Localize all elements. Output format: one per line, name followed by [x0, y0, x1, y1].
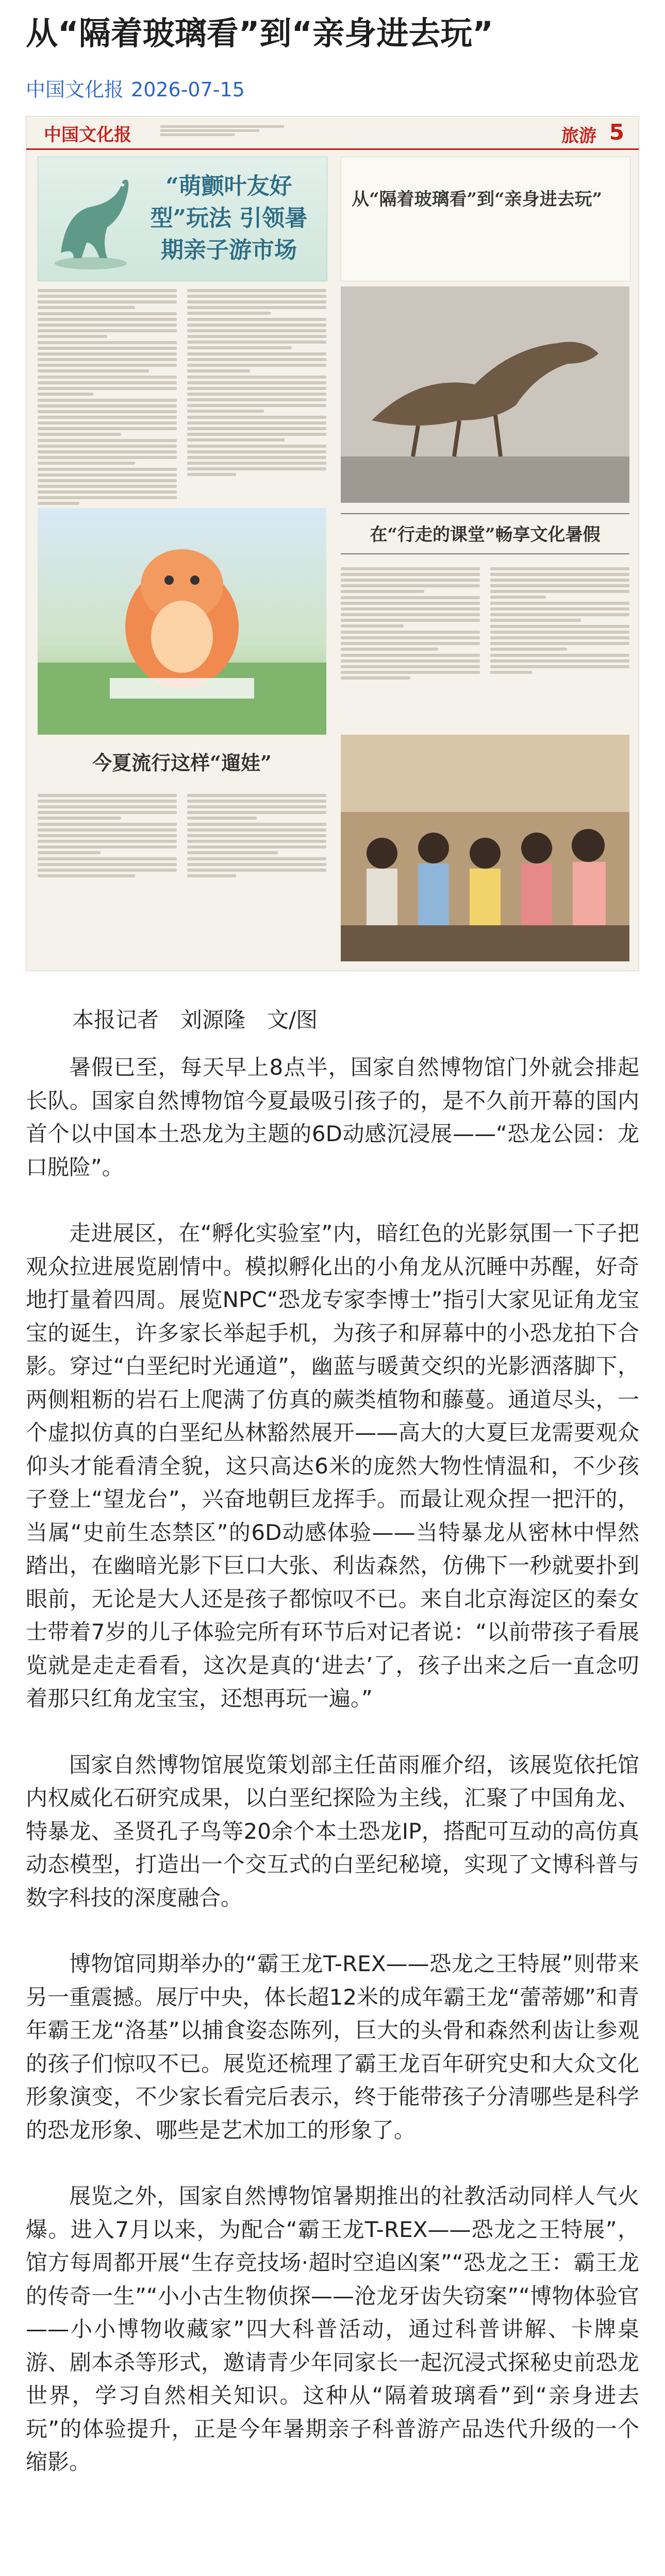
children-art	[341, 735, 629, 961]
headline-banner-2	[341, 157, 630, 281]
source-link[interactable]: 中国文化报	[26, 78, 124, 101]
headline-2: 从“隔着玻璃看”到“亲身进去玩”	[352, 189, 603, 210]
page-info-lines	[160, 124, 284, 138]
photo-mascot	[38, 508, 326, 735]
headline-3: 在“行走的课堂”畅享文化暑假	[341, 513, 629, 554]
article-meta	[26, 77, 245, 102]
paragraph: 国家自然博物馆展览策划部主任苗雨雁介绍，该展览依托馆内权威化石研究成果，以白垩纪探险为主线，汇聚了中国角龙、特暴龙、圣贤孔子鸟等20余个本土恐龙IP，搭配可互动的高仿真动态模型，打造出一个交互式的白垩纪秘境，实现了文博科普与数字科技的深度融合。	[26, 1752, 639, 1910]
article-body	[26, 1051, 639, 2512]
section-label: 旅游	[561, 126, 596, 146]
article-title: 从“隔着玻璃看”到“亲身进去玩”	[26, 14, 493, 52]
publish-date: 2026-07-15	[131, 78, 245, 101]
newspaper-masthead	[26, 116, 639, 150]
mascot-art	[38, 508, 326, 735]
headline-banner-1	[38, 157, 327, 281]
text-column-2	[187, 286, 326, 479]
dinosaur-illustration	[45, 165, 136, 274]
skeleton-art	[341, 286, 629, 503]
paragraph: 暑假已至，每天早上8点半，国家自然博物馆门外就会排起长队。国家自然博物馆今夏最吸引孩子的，是不久前开幕的国内首个以中国本土恐龙为主题的6D动感沉浸展——“恐龙公园：龙口脱险”。	[26, 1055, 639, 1180]
page-number: 5	[609, 120, 624, 145]
newspaper-logo: 中国文化报	[44, 125, 131, 145]
newspaper-page-image[interactable]	[26, 116, 639, 971]
headline-1: “萌颤叶友好型”玩法 引领暑期亲子游市场	[150, 173, 308, 263]
text-column-4	[490, 565, 629, 677]
paragraph: 博物馆同期举办的“霸王龙T-REX——恐龙之王特展”则带来另一重震撼。展厅中央，体长超12米的成年霸王龙“蕾蒂娜”和青年霸王龙“洛基”以捕食姿态陈列，巨大的头骨和森然利齿让参观的孩子们惊叹不已。展览还梳理了霸王龙百年研究史和大众文化形象演变，不少家长看完后表示，终于能带孩子分清哪些是科学的恐龙形象、哪些是艺术加工的形象了。	[26, 1951, 639, 2143]
photo-dinosaur-skeleton	[341, 286, 629, 503]
paragraph: 展览之外，国家自然博物馆暑期推出的社教活动同样人气火爆。进入7月以来，为配合“霸王龙T-REX——恐龙之王特展”，馆方每周都开展“生存竞技场·超时空追凶案”“恐龙之王：霸王龙的传奇一生”“小小古生物侦探——沧龙牙齿失窃案”“博物体验官——小小博物收藏家”四大科普活动，通过科普讲解、卡牌桌游、剧本杀等形式，邀请青少年同家长一起沉浸式探秘史前恐龙世界，学习自然相关知识。这种从“隔着玻璃看”到“亲身进去玩”的体验提升，正是今年暑期亲子科普游产品迭代升级的一个缩影。	[26, 2183, 639, 2475]
byline: 本报记者 刘源隆 文/图	[72, 1007, 318, 1032]
photo-children-class	[341, 735, 629, 961]
paragraph: 走进展区，在“孵化实验室”内，暗红色的光影氛围一下子把观众拉进展览剧情中。模拟孵化出的小角龙从沉睡中苏醒，好奇地打量着四周。展览NPC“恐龙专家李博士”指引大家见证角龙宝宝的诞生，许多家长举起手机，为孩子和屏幕中的小恐龙拍下合影。穿过“白垩纪时光通道”，幽蓝与暖黄交织的光影洒落脚下，两侧粗粝的岩石上爬满了仿真的蕨类植物和藤蔓。通道尽头，一个虚拟仿真的白垩纪丛林豁然展开——高大的大夏巨龙需要观众仰头才能看清全貌，这只高达6米的庞然大物性情温和，不少孩子登上“望龙台”，兴奋地朝巨龙挥手。而最让观众捏一把汗的，当属“史前生态禁区”的6D动感体验——当特暴龙从密林中悍然踏出，在幽暗光影下巨口大张、利齿森然，仿佛下一秒就要扑到眼前，无论是大人还是孩子都惊叹不已。来自北京海淀区的秦女士带着7岁的儿子体验完所有环节后对记者说：“以前带孩子看展览就是走走看看，这次是真的‘进去’了，孩子出来之后一直念叨着那只红角龙宝宝，还想再玩一遍。”	[26, 1221, 639, 1711]
headline-4: 今夏流行这样“遛娃”	[92, 751, 272, 774]
text-column-5	[38, 791, 177, 880]
text-column-3	[341, 565, 480, 683]
text-column-6	[187, 791, 326, 880]
text-column-1	[38, 286, 177, 508]
